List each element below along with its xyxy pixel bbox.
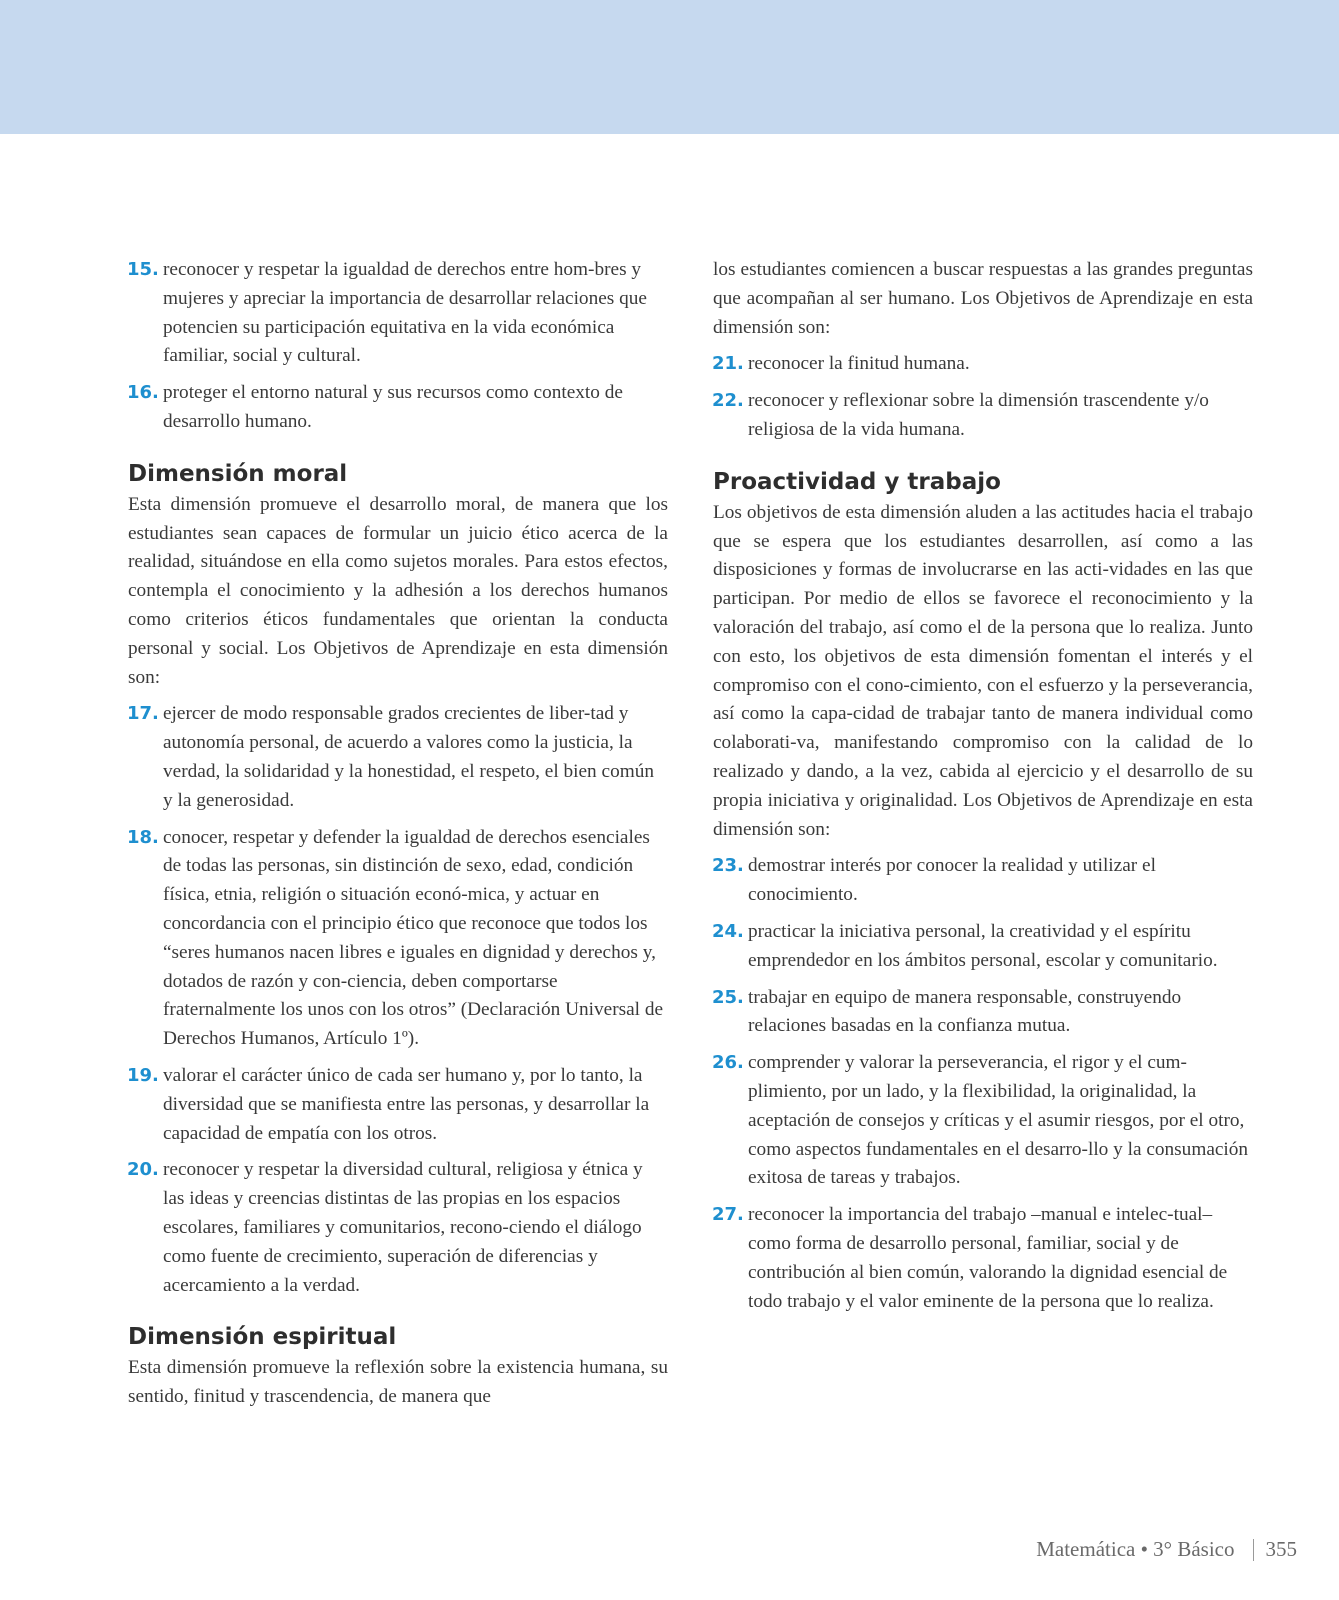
objective-text: reconocer la finitud humana. [748,353,970,375]
objective-item [713,1201,1253,1316]
objective-item [713,387,1253,445]
objective-number: 15. [127,259,159,280]
objective-item [128,1156,668,1300]
objective-text: trabajar en equipo de manera responsable, construyendo relaciones basadas en la confianza mutua. [748,986,1182,1037]
objective-text: valorar el carácter único de cada ser humano y, por lo tanto, la diversidad que se manifiesta entre las personas, y desarrollar la capacidad de empatía con los otros. [163,1064,650,1144]
section-heading-spiritual: Dimensión espiritual [128,1324,397,1351]
objective-item [713,918,1253,976]
header-band [0,0,1339,134]
objective-text: reconocer la importancia del trabajo –manual e intelec-tual– como forma de desarrollo personal, familiar, social y de contribución al bien común, valorando la dignidad esencial de todo trabajo y el valor eminente de la persona que lo realiza. [748,1204,1228,1312]
section-intro-work: Los objetivos de esta dimensión aluden a las actitudes hacia el trabajo que se espera que los estudiantes desarrollen, así como a las disposiciones y formas de involucrarse en las acti-vidades en las que participan. Por medio de ellos se favorece el reconocimiento y la valoración del trabajo, así como el de la persona que lo realiza. Junto con esto, los objetivos de esta dimensión fomentan el interés y el compromiso con el cono-cimiento, con el esfuerzo y la perseverancia, así como la capa-cidad de trabajar tanto de manera individual como colaborati-va, manifestando compromiso con la calidad de lo realizado y dando, a la vez, cabida al ejercicio y el desarrollo de su propia iniciativa y originalidad. Los Objetivos de Aprendizaje en esta dimensión son: [713,501,1253,840]
objective-item [713,350,1253,379]
objective-item [128,824,668,1054]
objective-number: 19. [127,1064,159,1086]
objective-text: comprender y valorar la perseverancia, el rigor y el cum-plimiento, por un lado, y la flexibilidad, la originalidad, la aceptación de consejos y críticas y el asumir riesgos, por el otro, como aspectos fundamentales en el desarro-llo y la consumación exitosa de tareas y trabajos. [748,1052,1249,1189]
right-column [713,256,1253,1324]
section-intro-moral: Esta dimensión promueve el desarrollo moral, de manera que los estudiantes sean capaces de formular un juicio ético acerca de la realidad, situándose en ella como sujetos morales. Para estos efectos, contempla el conocimiento y la adhesión a los derechos humanos como criterios éticos fundamentales que orientan la conducta personal y social. Los Objetivos de Aprendizaje en esta dimensión son: [128,493,668,688]
objective-text: reconocer y respetar la diversidad cultural, religiosa y étnica y las ideas y creencias distintas de las propias en los espacios escolares, familiares y comunitarios, recono-ciendo el diálogo como fuente de crecimiento, superación de diferencias y acercamiento a la verdad. [163,1159,643,1296]
objective-text: practicar la iniciativa personal, la creatividad y el espíritu emprendedor en los ámbitos personal, escolar y comunitario. [748,920,1218,971]
objective-text: proteger el entorno natural y sus recursos como contexto de desarrollo humano. [163,382,623,432]
objectives-list-moral [128,700,668,1300]
page-number: 355 [1265,1537,1297,1561]
objective-text: demostrar interés por conocer la realidad y utilizar el conocimiento. [748,855,1156,906]
objective-number: 26. [712,1052,744,1074]
footer-subject: Matemática • 3° Básico [1036,1537,1235,1561]
objectives-list-work [713,852,1253,1316]
objective-item [713,984,1253,1042]
objective-number: 21. [712,353,744,375]
objective-item [713,1049,1253,1193]
objectives-list-spiritual [713,350,1253,444]
objective-number: 23. [712,855,744,877]
objective-text: reconocer y respetar la igualdad de derechos entre hom-bres y mujeres y apreciar la importancia de desarrollar relaciones que potencien su participación equitativa en la vida económica familiar, social y cultural. [163,259,647,367]
objective-text: conocer, respetar y defender la igualdad de derechos esenciales de todas las personas, sin distinción de sexo, edad, condición física, etnia, religión o situación econó-mica, y actuar en concordancia con el principio ético que reconoce que todos los “seres humanos nacen libres e iguales en dignidad y derechos y, dotados de razón y con-ciencia, deben comportarse fraternalmente los unos con los otros” (Declaración Universal de Derechos Humanos, Artículo 1º). [163,826,664,1050]
objective-item [128,256,668,371]
section-intro-spiritual: Esta dimensión promueve la reflexión sobre la existencia humana, su sentido, finitud y trascendencia, de manera que [128,1357,668,1408]
objective-item [128,1062,668,1148]
objective-item [128,700,668,815]
objective-item [713,852,1253,910]
objective-text: ejercer de modo responsable grados crecientes de liber-tad y autonomía personal, de acuerdo a valores como la justicia, la verdad, la solidaridad y la honestidad, el respeto, el bien común y la generosidad. [163,703,654,811]
objective-number: 18. [127,826,159,848]
objective-number: 27. [712,1204,744,1226]
section-heading-moral: Dimensión moral [128,460,348,487]
section-intro-spiritual-continued: los estudiantes comiencen a buscar respuestas a las grandes preguntas que acompañan al ser humano. Los Objetivos de Aprendizaje en esta dimensión son: [713,259,1253,338]
objective-number: 24. [712,920,744,942]
objective-number: 16. [127,382,159,404]
section-heading-work: Proactividad y trabajo [713,468,1001,495]
page-footer [1036,1537,1297,1562]
footer-divider [1253,1539,1254,1561]
objective-number: 20. [127,1159,159,1181]
objective-number: 25. [712,986,744,1008]
objective-text: reconocer y reflexionar sobre la dimensión trascendente y/o religiosa de la vida humana. [748,390,1209,440]
objective-number: 22. [712,390,744,412]
objective-number: 17. [127,703,159,725]
objective-item [128,379,668,437]
left-column [128,256,668,1412]
objectives-list-social [128,256,668,437]
